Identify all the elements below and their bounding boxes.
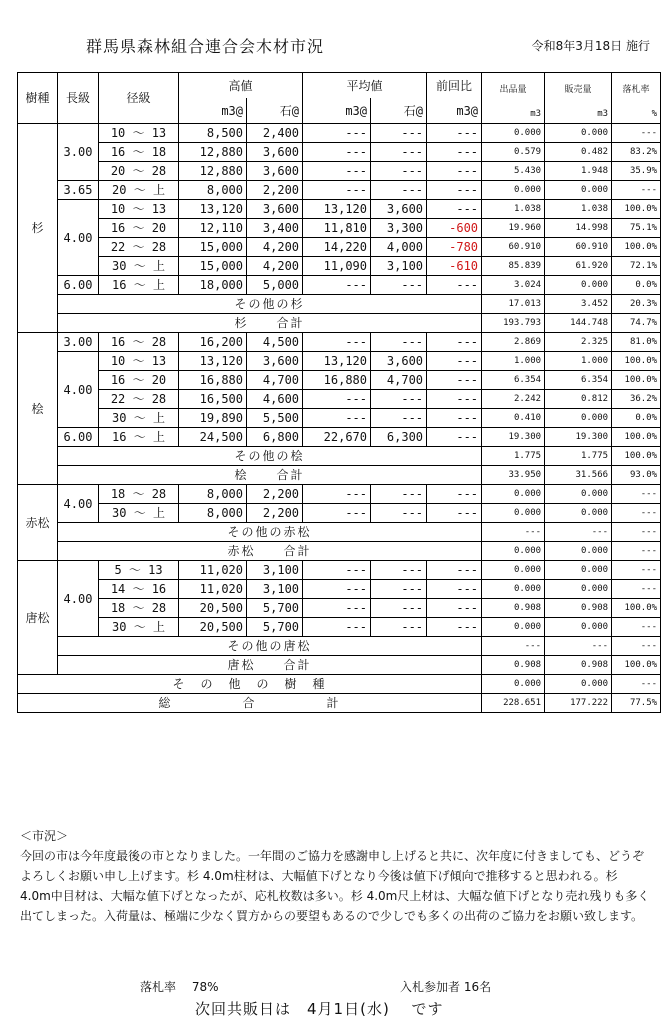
price-cell: 3,600 bbox=[371, 200, 427, 219]
volume-cell: 1.038 bbox=[545, 200, 612, 219]
table-row bbox=[18, 162, 661, 181]
price-cell: 5,700 bbox=[247, 618, 303, 637]
other-label: その他の桧 bbox=[58, 447, 482, 466]
prev-cell: --- bbox=[427, 162, 482, 181]
volume-cell: --- bbox=[612, 124, 661, 143]
volume-cell: --- bbox=[612, 580, 661, 599]
price-cell: 5,000 bbox=[247, 276, 303, 295]
subtotal-row bbox=[18, 542, 661, 561]
prev-cell: --- bbox=[427, 504, 482, 523]
price-cell: 16,880 bbox=[303, 371, 371, 390]
price-cell: 3,600 bbox=[247, 352, 303, 371]
volume-cell: 0.000 bbox=[482, 181, 545, 200]
subtotal-row bbox=[18, 314, 661, 333]
volume-cell: 36.2% bbox=[612, 390, 661, 409]
volume-cell: 0.000 bbox=[545, 561, 612, 580]
volume-cell: 20.3% bbox=[612, 295, 661, 314]
table-row bbox=[18, 257, 661, 276]
volume-cell: 0.000 bbox=[482, 485, 545, 504]
diameter-cell: 22 ～ 28 bbox=[99, 390, 179, 409]
price-cell: --- bbox=[371, 143, 427, 162]
price-cell: --- bbox=[303, 618, 371, 637]
price-cell: --- bbox=[303, 181, 371, 200]
volume-cell: 60.910 bbox=[545, 238, 612, 257]
other-label: その他の赤松 bbox=[58, 523, 482, 542]
table-row bbox=[18, 618, 661, 637]
volume-cell: 1.038 bbox=[482, 200, 545, 219]
prev-cell: --- bbox=[427, 561, 482, 580]
price-cell: 2,200 bbox=[247, 181, 303, 200]
table-row bbox=[18, 371, 661, 390]
volume-cell: 14.998 bbox=[545, 219, 612, 238]
grand_total-label: 総 合 計 bbox=[18, 694, 482, 713]
volume-cell: 100.0% bbox=[612, 200, 661, 219]
prev-cell: --- bbox=[427, 599, 482, 618]
price-cell: --- bbox=[371, 333, 427, 352]
price-cell: 11,090 bbox=[303, 257, 371, 276]
total-label: 桧 合計 bbox=[58, 466, 482, 485]
volume-cell: 19.960 bbox=[482, 219, 545, 238]
col-length: 長級 bbox=[58, 73, 99, 124]
diameter-cell: 10 ～ 13 bbox=[99, 124, 179, 143]
volume-cell: 74.7% bbox=[612, 314, 661, 333]
volume-cell: 81.0% bbox=[612, 333, 661, 352]
prev-cell: --- bbox=[427, 618, 482, 637]
volume-cell: 0.908 bbox=[545, 599, 612, 618]
price-cell: 4,600 bbox=[247, 390, 303, 409]
prev-cell: --- bbox=[427, 276, 482, 295]
market-commentary bbox=[20, 826, 650, 926]
price-cell: 5,700 bbox=[247, 599, 303, 618]
volume-cell: 2.242 bbox=[482, 390, 545, 409]
price-cell: 12,880 bbox=[179, 143, 247, 162]
price-cell: 2,400 bbox=[247, 124, 303, 143]
price-cell: 20,500 bbox=[179, 618, 247, 637]
col-prev-m3: m3@ bbox=[427, 98, 482, 124]
length-cell: 4.00 bbox=[58, 561, 99, 637]
price-table bbox=[17, 72, 661, 713]
price-cell: --- bbox=[371, 561, 427, 580]
table-row bbox=[18, 143, 661, 162]
price-cell: 22,670 bbox=[303, 428, 371, 447]
market-heading: ＜市況＞ bbox=[20, 829, 69, 843]
volume-cell: --- bbox=[482, 637, 545, 656]
table-row bbox=[18, 409, 661, 428]
diameter-cell: 18 ～ 28 bbox=[99, 599, 179, 618]
price-cell: 13,120 bbox=[303, 200, 371, 219]
diameter-cell: 16 ～ 20 bbox=[99, 371, 179, 390]
table-row bbox=[18, 181, 661, 200]
volume-cell: 0.000 bbox=[482, 542, 545, 561]
total-label: 唐松 合計 bbox=[58, 656, 482, 675]
prev-cell: --- bbox=[427, 485, 482, 504]
price-cell: 2,200 bbox=[247, 485, 303, 504]
volume-cell: 0.000 bbox=[482, 504, 545, 523]
volume-cell: 0.000 bbox=[545, 618, 612, 637]
volume-cell: 0.908 bbox=[545, 656, 612, 675]
price-cell: 6,800 bbox=[247, 428, 303, 447]
volume-cell: 228.651 bbox=[482, 694, 545, 713]
price-cell: 3,600 bbox=[247, 143, 303, 162]
volume-cell: 85.839 bbox=[482, 257, 545, 276]
species-cell: 赤松 bbox=[18, 485, 58, 561]
price-cell: --- bbox=[371, 504, 427, 523]
volume-cell: 2.869 bbox=[482, 333, 545, 352]
price-cell: --- bbox=[303, 409, 371, 428]
price-cell: 11,810 bbox=[303, 219, 371, 238]
diameter-cell: 5 ～ 13 bbox=[99, 561, 179, 580]
diameter-cell: 16 ～ 上 bbox=[99, 428, 179, 447]
volume-cell: --- bbox=[612, 542, 661, 561]
price-cell: 2,200 bbox=[247, 504, 303, 523]
volume-cell: 0.000 bbox=[545, 580, 612, 599]
grand-total-row bbox=[18, 694, 661, 713]
volume-cell: --- bbox=[612, 504, 661, 523]
price-cell: 8,000 bbox=[179, 504, 247, 523]
volume-cell: 0.579 bbox=[482, 143, 545, 162]
price-cell: 16,880 bbox=[179, 371, 247, 390]
volume-cell: 1.000 bbox=[545, 352, 612, 371]
price-cell: --- bbox=[303, 124, 371, 143]
length-cell: 4.00 bbox=[58, 352, 99, 428]
col-avg-m3: m3@ bbox=[303, 98, 371, 124]
other-row bbox=[18, 295, 661, 314]
volume-cell: 1.948 bbox=[545, 162, 612, 181]
length-cell: 4.00 bbox=[58, 485, 99, 523]
price-cell: 3,100 bbox=[247, 580, 303, 599]
volume-cell: 144.748 bbox=[545, 314, 612, 333]
volume-cell: --- bbox=[612, 637, 661, 656]
species-cell: 桧 bbox=[18, 333, 58, 485]
diameter-cell: 16 ～ 28 bbox=[99, 333, 179, 352]
price-cell: --- bbox=[303, 162, 371, 181]
col-prev: 前回比 bbox=[427, 73, 482, 99]
price-cell: 12,110 bbox=[179, 219, 247, 238]
price-cell: --- bbox=[371, 599, 427, 618]
price-cell: 12,880 bbox=[179, 162, 247, 181]
price-cell: 3,600 bbox=[371, 352, 427, 371]
volume-cell: 100.0% bbox=[612, 238, 661, 257]
price-cell: 4,200 bbox=[247, 257, 303, 276]
price-cell: --- bbox=[371, 580, 427, 599]
diameter-cell: 18 ～ 28 bbox=[99, 485, 179, 504]
price-cell: 24,500 bbox=[179, 428, 247, 447]
prev-cell: -780 bbox=[427, 238, 482, 257]
volume-cell: 100.0% bbox=[612, 447, 661, 466]
volume-cell: 0.000 bbox=[545, 675, 612, 694]
price-cell: --- bbox=[303, 390, 371, 409]
other-species-row bbox=[18, 675, 661, 694]
volume-cell: 6.354 bbox=[545, 371, 612, 390]
price-cell: --- bbox=[371, 162, 427, 181]
market-text: 今回の市は今年度最後の市となりました。一年間のご協力を感謝申し上げると共に、次年度に付きましても、どうぞよろしくお願い申し上げます。杉 4.0m柱材は、大幅値下げとなり今後は値下げ傾向で推移すると思われる。杉 4.0m中目材は、大幅な値下げとなったが、応札枚数は多い。杉 4.0m尺上材は、大幅な値下げとなり売れ残りも多く出てしまった。入荷量は、極端に少なく買方からの要望もあるので少しでも多くの出荷のご協力をお願い致します。 bbox=[20, 849, 650, 923]
price-cell: --- bbox=[303, 143, 371, 162]
price-cell: 3,400 bbox=[247, 219, 303, 238]
price-cell: --- bbox=[303, 333, 371, 352]
volume-cell: 1.000 bbox=[482, 352, 545, 371]
volume-cell: --- bbox=[612, 675, 661, 694]
volume-cell: 3.024 bbox=[482, 276, 545, 295]
other-row bbox=[18, 637, 661, 656]
volume-cell: 0.000 bbox=[482, 124, 545, 143]
diameter-cell: 16 ～ 上 bbox=[99, 276, 179, 295]
prev-cell: --- bbox=[427, 333, 482, 352]
price-cell: 18,000 bbox=[179, 276, 247, 295]
diameter-cell: 14 ～ 16 bbox=[99, 580, 179, 599]
table-row bbox=[18, 200, 661, 219]
table-row bbox=[18, 561, 661, 580]
diameter-cell: 30 ～ 上 bbox=[99, 618, 179, 637]
price-cell: 15,000 bbox=[179, 257, 247, 276]
prev-cell: --- bbox=[427, 390, 482, 409]
volume-cell: 83.2% bbox=[612, 143, 661, 162]
price-cell: 14,220 bbox=[303, 238, 371, 257]
other-row bbox=[18, 523, 661, 542]
volume-cell: 0.000 bbox=[545, 124, 612, 143]
table-row bbox=[18, 599, 661, 618]
volume-cell: 0.410 bbox=[482, 409, 545, 428]
volume-cell: 0.0% bbox=[612, 276, 661, 295]
price-cell: 8,000 bbox=[179, 181, 247, 200]
volume-cell: 0.000 bbox=[482, 561, 545, 580]
volume-cell: 72.1% bbox=[612, 257, 661, 276]
price-cell: 20,500 bbox=[179, 599, 247, 618]
volume-cell: 100.0% bbox=[612, 371, 661, 390]
volume-cell: 3.452 bbox=[545, 295, 612, 314]
diameter-cell: 10 ～ 13 bbox=[99, 352, 179, 371]
length-cell: 6.00 bbox=[58, 276, 99, 295]
col-high: 高値 bbox=[179, 73, 303, 99]
volume-cell: 35.9% bbox=[612, 162, 661, 181]
table-row bbox=[18, 124, 661, 143]
subtotal-row bbox=[18, 656, 661, 675]
species-cell: 唐松 bbox=[18, 561, 58, 675]
table-row bbox=[18, 428, 661, 447]
table-row bbox=[18, 504, 661, 523]
length-cell: 4.00 bbox=[58, 200, 99, 276]
price-cell: 4,200 bbox=[247, 238, 303, 257]
volume-cell: --- bbox=[482, 523, 545, 542]
volume-cell: --- bbox=[612, 181, 661, 200]
price-cell: --- bbox=[371, 124, 427, 143]
price-cell: 4,000 bbox=[371, 238, 427, 257]
volume-cell: --- bbox=[612, 618, 661, 637]
prev-cell: --- bbox=[427, 143, 482, 162]
volume-cell: 93.0% bbox=[612, 466, 661, 485]
volume-cell: 75.1% bbox=[612, 219, 661, 238]
price-cell: 4,700 bbox=[247, 371, 303, 390]
length-cell: 3.00 bbox=[58, 333, 99, 352]
price-cell: --- bbox=[303, 580, 371, 599]
table-row bbox=[18, 390, 661, 409]
other-label: その他の唐松 bbox=[58, 637, 482, 656]
price-cell: 3,100 bbox=[371, 257, 427, 276]
volume-cell: 100.0% bbox=[612, 599, 661, 618]
volume-cell: --- bbox=[612, 485, 661, 504]
volume-cell: --- bbox=[612, 561, 661, 580]
price-cell: --- bbox=[303, 561, 371, 580]
subtotal-row bbox=[18, 466, 661, 485]
volume-cell: 0.000 bbox=[545, 409, 612, 428]
volume-cell: 177.222 bbox=[545, 694, 612, 713]
table-row bbox=[18, 333, 661, 352]
diameter-cell: 22 ～ 28 bbox=[99, 238, 179, 257]
price-cell: --- bbox=[371, 618, 427, 637]
volume-cell: 77.5% bbox=[612, 694, 661, 713]
prev-cell: --- bbox=[427, 352, 482, 371]
diameter-cell: 30 ～ 上 bbox=[99, 257, 179, 276]
table-row bbox=[18, 352, 661, 371]
price-cell: --- bbox=[303, 599, 371, 618]
volume-cell: 1.775 bbox=[482, 447, 545, 466]
price-cell: 11,020 bbox=[179, 580, 247, 599]
price-cell: 3,300 bbox=[371, 219, 427, 238]
price-cell: --- bbox=[303, 504, 371, 523]
price-cell: --- bbox=[371, 390, 427, 409]
volume-cell: 0.0% bbox=[612, 409, 661, 428]
bidder-count: 入札参加者 16名 bbox=[400, 980, 492, 994]
prev-cell: --- bbox=[427, 371, 482, 390]
table-row bbox=[18, 580, 661, 599]
price-cell: --- bbox=[303, 485, 371, 504]
volume-cell: --- bbox=[612, 523, 661, 542]
col-diameter: 径級 bbox=[99, 73, 179, 124]
diameter-cell: 30 ～ 上 bbox=[99, 504, 179, 523]
col-shipped: 出品量 m3 bbox=[482, 73, 545, 124]
volume-cell: 0.000 bbox=[482, 580, 545, 599]
price-cell: 13,120 bbox=[179, 200, 247, 219]
volume-cell: 0.000 bbox=[545, 276, 612, 295]
volume-cell: 100.0% bbox=[612, 656, 661, 675]
volume-cell: 0.000 bbox=[545, 504, 612, 523]
volume-cell: 31.566 bbox=[545, 466, 612, 485]
volume-cell: 1.775 bbox=[545, 447, 612, 466]
volume-cell: 0.000 bbox=[545, 181, 612, 200]
other_species-label: そ の 他 の 樹 種 bbox=[18, 675, 482, 694]
table-row bbox=[18, 219, 661, 238]
col-high-m3: m3@ bbox=[179, 98, 247, 124]
col-high-koku: 石@ bbox=[247, 98, 303, 124]
volume-cell: 6.354 bbox=[482, 371, 545, 390]
volume-cell: 60.910 bbox=[482, 238, 545, 257]
volume-cell: 19.300 bbox=[545, 428, 612, 447]
volume-cell: 19.300 bbox=[482, 428, 545, 447]
volume-cell: 0.000 bbox=[482, 675, 545, 694]
overall-rate: 落札率 78% bbox=[140, 980, 219, 994]
prev-cell: --- bbox=[427, 580, 482, 599]
volume-cell: 100.0% bbox=[612, 352, 661, 371]
species-cell: 杉 bbox=[18, 124, 58, 333]
price-cell: --- bbox=[371, 485, 427, 504]
diameter-cell: 16 ～ 20 bbox=[99, 219, 179, 238]
other-label: その他の杉 bbox=[58, 295, 482, 314]
volume-cell: 2.325 bbox=[545, 333, 612, 352]
price-cell: 13,120 bbox=[303, 352, 371, 371]
prev-cell: --- bbox=[427, 181, 482, 200]
price-cell: --- bbox=[371, 276, 427, 295]
length-cell: 3.00 bbox=[58, 124, 99, 181]
col-rate: 落札率 % bbox=[612, 73, 661, 124]
volume-cell: 5.430 bbox=[482, 162, 545, 181]
price-cell: 16,200 bbox=[179, 333, 247, 352]
prev-cell: --- bbox=[427, 124, 482, 143]
volume-cell: 17.013 bbox=[482, 295, 545, 314]
price-cell: 11,020 bbox=[179, 561, 247, 580]
volume-cell: 33.950 bbox=[482, 466, 545, 485]
volume-cell: 0.000 bbox=[545, 542, 612, 561]
diameter-cell: 10 ～ 13 bbox=[99, 200, 179, 219]
price-cell: 16,500 bbox=[179, 390, 247, 409]
prev-cell: --- bbox=[427, 409, 482, 428]
volume-cell: 100.0% bbox=[612, 428, 661, 447]
price-cell: 3,100 bbox=[247, 561, 303, 580]
volume-cell: --- bbox=[545, 637, 612, 656]
price-cell: 4,500 bbox=[247, 333, 303, 352]
price-cell: 13,120 bbox=[179, 352, 247, 371]
volume-cell: 0.812 bbox=[545, 390, 612, 409]
price-cell: --- bbox=[371, 181, 427, 200]
table-row bbox=[18, 276, 661, 295]
volume-cell: 0.482 bbox=[545, 143, 612, 162]
length-cell: 6.00 bbox=[58, 428, 99, 447]
diameter-cell: 16 ～ 18 bbox=[99, 143, 179, 162]
page-title: 群馬県森林組合連合会木材市況 bbox=[86, 37, 325, 56]
diameter-cell: 20 ～ 上 bbox=[99, 181, 179, 200]
volume-cell: 0.000 bbox=[482, 618, 545, 637]
volume-cell: 0.908 bbox=[482, 599, 545, 618]
other-row bbox=[18, 447, 661, 466]
total-label: 杉 合計 bbox=[58, 314, 482, 333]
diameter-cell: 20 ～ 28 bbox=[99, 162, 179, 181]
issue-date: 令和8年3月18日 施行 bbox=[531, 39, 650, 53]
price-cell: 3,600 bbox=[247, 200, 303, 219]
prev-cell: -600 bbox=[427, 219, 482, 238]
price-cell: 4,700 bbox=[371, 371, 427, 390]
volume-cell: 0.000 bbox=[545, 485, 612, 504]
volume-cell: --- bbox=[545, 523, 612, 542]
prev-cell: --- bbox=[427, 428, 482, 447]
volume-cell: 193.793 bbox=[482, 314, 545, 333]
diameter-cell: 30 ～ 上 bbox=[99, 409, 179, 428]
table-row bbox=[18, 485, 661, 504]
price-cell: 8,000 bbox=[179, 485, 247, 504]
price-cell: --- bbox=[303, 276, 371, 295]
next-sale-date: 次回共販日は 4月1日(水) です bbox=[195, 1000, 444, 1018]
prev-cell: --- bbox=[427, 200, 482, 219]
price-cell: 3,600 bbox=[247, 162, 303, 181]
volume-cell: 61.920 bbox=[545, 257, 612, 276]
price-cell: 8,500 bbox=[179, 124, 247, 143]
price-cell: --- bbox=[371, 409, 427, 428]
col-avg-koku: 石@ bbox=[371, 98, 427, 124]
price-cell: 19,890 bbox=[179, 409, 247, 428]
price-cell: 5,500 bbox=[247, 409, 303, 428]
price-cell: 6,300 bbox=[371, 428, 427, 447]
price-cell: 15,000 bbox=[179, 238, 247, 257]
prev-cell: -610 bbox=[427, 257, 482, 276]
col-avg: 平均値 bbox=[303, 73, 427, 99]
length-cell: 3.65 bbox=[58, 181, 99, 200]
total-label: 赤松 合計 bbox=[58, 542, 482, 561]
col-species: 樹種 bbox=[18, 73, 58, 124]
header-row-1 bbox=[18, 73, 661, 99]
col-sold: 販売量 m3 bbox=[545, 73, 612, 124]
volume-cell: 0.908 bbox=[482, 656, 545, 675]
table-row bbox=[18, 238, 661, 257]
